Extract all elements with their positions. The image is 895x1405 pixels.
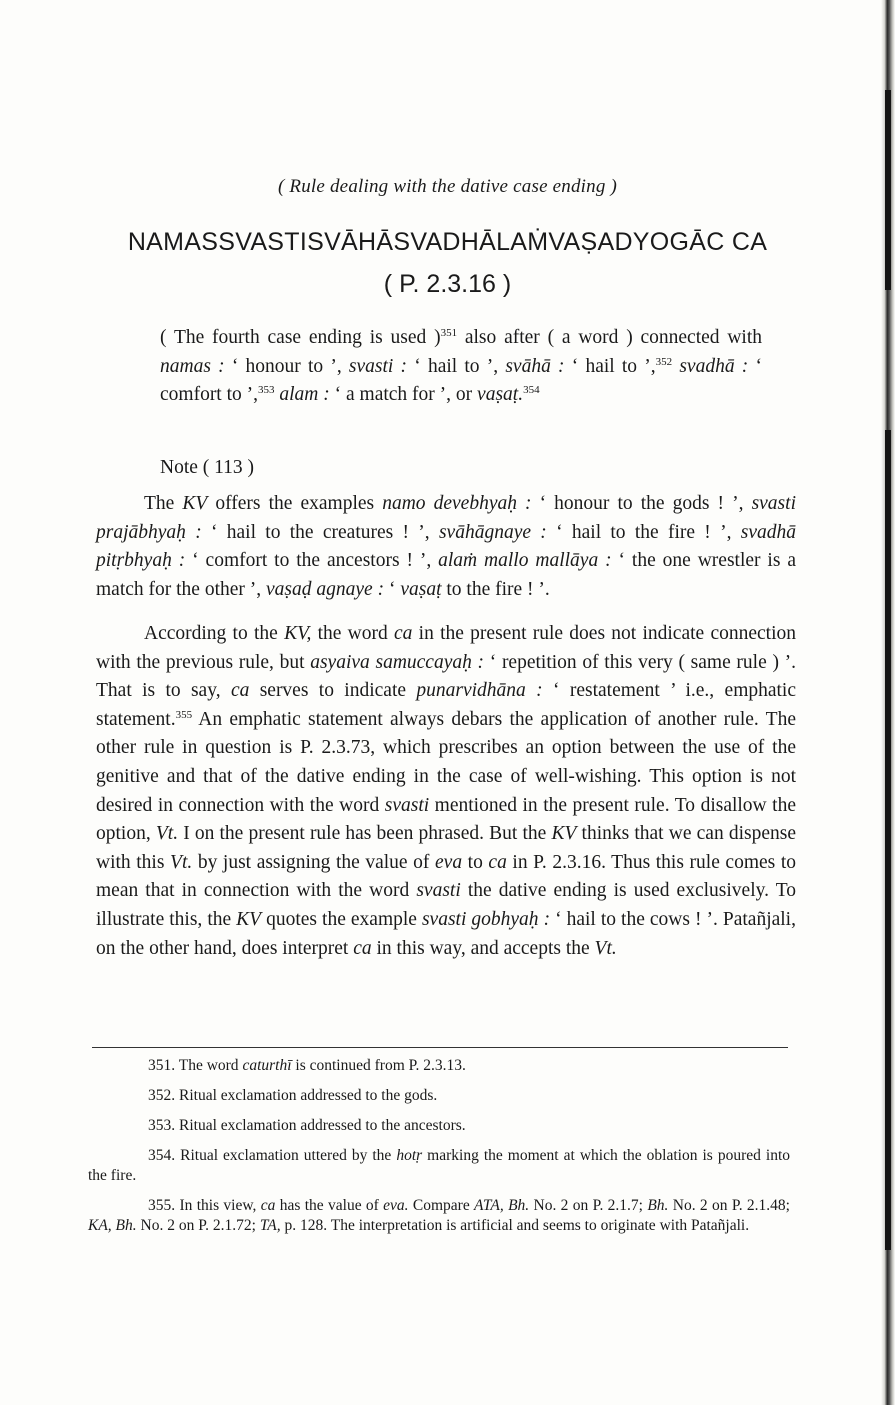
footnote-352: 352. Ritual exclamation addressed to the gods. [148, 1087, 438, 1104]
footnote-355: 355. In this view, ca has the value of eva. Compare ATA, Bh. No. 2 on P. 2.1.7; Bh. No. 2 on P. 2.1.48; KA, Bh. No. 2 on P. 2.1.72; TA, p. 128. The interpretation is artificial and seems to originate with Patañjali. [88, 1197, 790, 1234]
footnote-353: 353. Ritual exclamation addressed to the ancestors. [148, 1117, 466, 1134]
footnote-separator [92, 1047, 788, 1048]
sutra-title: NAMASSVASTISVĀHĀSVADHĀLAṀVAṢADYOGĀC CA [127, 228, 768, 256]
footnote-ref: 355 [175, 708, 193, 721]
sutra-reference: ( P. 2.3.16 ) [383, 270, 512, 298]
note-heading: Note ( 113 ) [160, 457, 255, 478]
sutra-translation: ( The fourth case ending is used )$^{351}$ also after ( a word ) connected with namas : ‘ honour to ’, svasti : ‘ hail to ’, svāhā : ‘ hail to ’,$^{352}$ svadhā : ‘ comfort to ’,$^{353}$ alam : ‘ a match for ’, or vaṣaṭ.$^{354}$ [160, 327, 762, 406]
footnote-ref: 352 [655, 355, 673, 368]
page-edge-dark-band [885, 430, 891, 1250]
footnote-351: 351. The word caturthī is continued from P. 2.3.13. [148, 1057, 466, 1074]
note-paragraph-2: According to the KV, the word ca in the present rule does not indicate connection with the previous rule, but asyaiva samuccayaḥ : ‘ repetition of this very ( same rule ) ’. That is to say, ca serves to indicate punarvidhāna : ‘ restatement ’ i.e., emphatic statement.$^{355}$ An emphatic statement always debars the application of another rule. The other rule in question is P. 2.3.73, which prescribes an option between the use of the genitive and that of the dative ending in the case of well-wishing. This option is not desired in connection with the word svasti mentioned in the present rule. To disallow the option, Vt. I on the present rule has been phrased. But the KV thinks that we can dispense with this Vt. by just assigning the value of eva to ca in P. 2.3.16. Thus this rule comes to mean that in connection with the word svasti the dative ending is used exclusively. To illustrate this, the KV quotes the example svasti gobhyaḥ : ‘ hail to the cows ! ’. Patañjali, on the other hand, does interpret ca in this way, and accepts the Vt. [96, 623, 797, 959]
footnote-ref: 354 [523, 384, 540, 397]
footnote-354: 354. Ritual exclamation uttered by the hotṛ marking the moment at which the oblation is poured into the fire. [88, 1147, 791, 1184]
rule-subtitle: ( Rule dealing with the dative case ending ) [277, 176, 618, 197]
footnote-ref: 353 [258, 384, 275, 397]
note-paragraph-1: The KV offers the examples namo devebhyaḥ : ‘ honour to the gods ! ’, svasti prajābhyaḥ : ‘ hail to the creatures ! ’, svāhāgnaye : ‘ hail to the fire ! ’, svadhā pitṛbhyaḥ : ‘ comfort to the ancestors ! ’, alaṁ mallo mallāya : ‘ the one wrestler is a match for the other ’, vaṣaḍ agnaye : ‘ vaṣaṭ to the fire ! ’. [96, 493, 796, 600]
footnote-ref: 351 [440, 327, 458, 339]
